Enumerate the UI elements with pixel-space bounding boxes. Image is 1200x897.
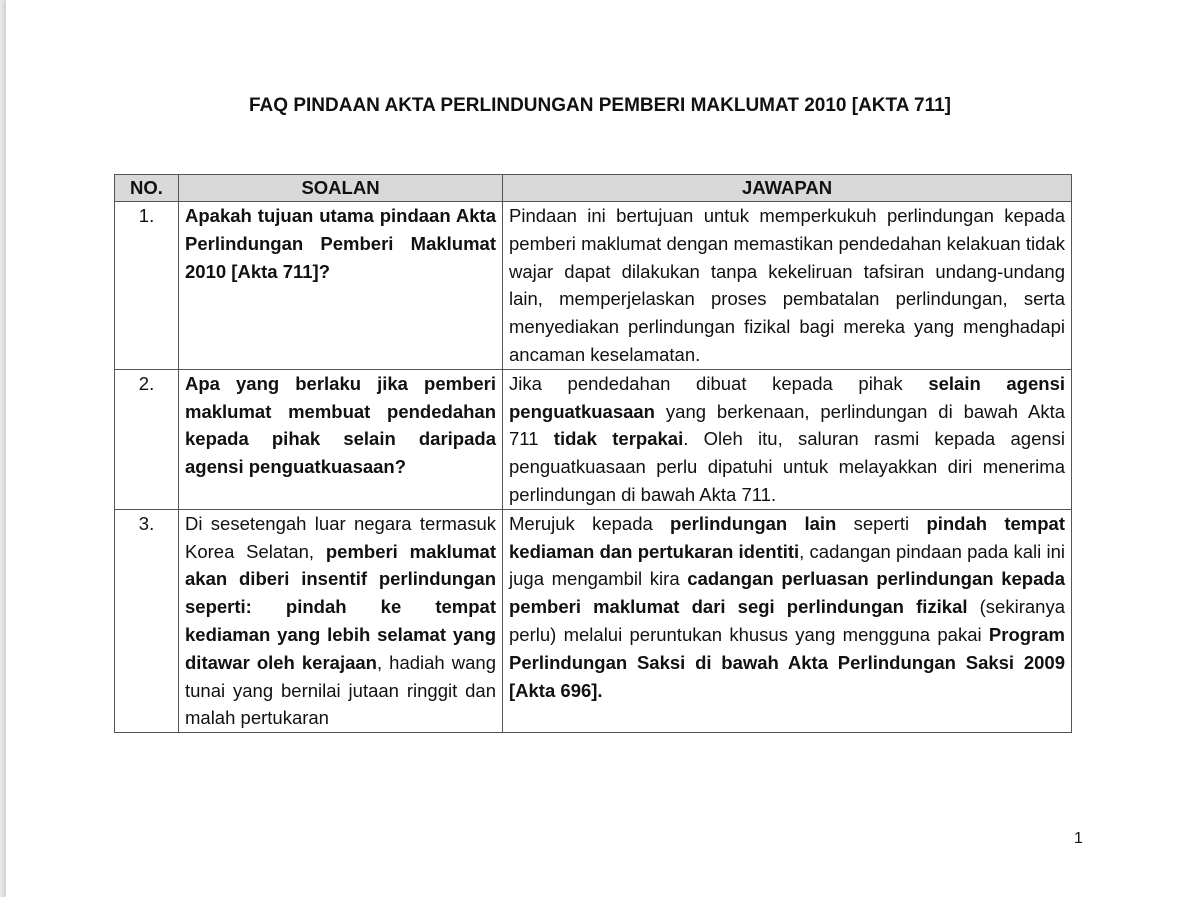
question-text-bold: pemberi maklumat akan diberi insentif perlindungan seperti: pindah ke tempat kediaman yang lebih selamat yang ditawar oleh kerajaan (185, 540, 496, 673)
answer-text: Merujuk kepada (509, 512, 671, 534)
row-number: 2. (115, 369, 179, 509)
answer-text: (sekiranya perlu) melalui peruntukan khusus yang mengguna pakai (509, 596, 1065, 645)
document-title: FAQ PINDAAN AKTA PERLINDUNGAN PEMBERI MAKLUMAT 2010 [AKTA 711] (249, 95, 951, 116)
answer-text: Pindaan ini bertujuan untuk memperkukuh perlindungan kepada pemberi maklumat dengan memastikan pendedahan kelakuan tidak wajar dapat dilakukan tanpa kekeliruan tafsiran undang-undang lain, memperjelaskan proses pembatalan perlindungan, serta menyediakan perlindungan fizikal bagi mereka yang menghadapi ancaman keselamatan. (509, 205, 1065, 365)
answer-text-bold: selain agensi penguatkuasaan (509, 372, 1066, 422)
answer-text-bold: tidak terpakai (553, 428, 684, 450)
table-row (115, 369, 1072, 509)
question-text: , hadiah wang tunai yang bernilai jutaan ringgit dan malah pertukaran (185, 651, 496, 729)
answer-text: Jika pendedahan dibuat kepada pihak (509, 372, 929, 394)
answer-text: , cadangan pindaan pada kali ini juga mengambil kira (509, 540, 1065, 590)
answer-cell (503, 509, 1072, 732)
answer-text-bold: perlindungan lain (670, 512, 837, 534)
answer-text-bold: cadangan perluasan perlindungan kepada pemberi maklumat dari segi perlindungan fizikal (509, 568, 1065, 618)
header-question: SOALAN (179, 175, 503, 202)
answer-text: yang berkenaan, perlindungan di bawah Akta 711 (509, 400, 1065, 450)
question-cell (179, 202, 503, 370)
question-text: Apakah tujuan utama pindaan Akta Perlindungan Pemberi Maklumat 2010 [Akta 711]? (185, 205, 496, 282)
answer-text: . Oleh itu, saluran rasmi kepada agensi penguatkuasaan perlu dipatuhi untuk melayakkan diri menerima perlindungan di bawah Akta 711. (509, 428, 1066, 505)
answer-text-bold: Program Perlindungan Saksi di bawah Akta Perlindungan Saksi 2009 [Akta 696]. (509, 623, 1065, 701)
answer-cell (503, 369, 1072, 509)
answer-text: seperti (836, 512, 927, 534)
table-row (115, 509, 1072, 732)
answer-cell (503, 202, 1072, 370)
table-header-row (115, 175, 1072, 202)
table-row (115, 202, 1072, 370)
question-cell (179, 509, 503, 732)
question-cell (179, 369, 503, 509)
header-no: NO. (115, 175, 179, 202)
page-number: 1 (1074, 830, 1083, 847)
answer-text-bold: pindah tempat kediaman dan pertukaran identiti (509, 512, 1065, 562)
row-number: 1. (115, 202, 179, 370)
header-answer: JAWAPAN (503, 175, 1072, 202)
question-text: Di sesetengah luar negara termasuk Korea Selatan, (185, 512, 496, 562)
row-number: 3. (115, 509, 179, 732)
question-text: Apa yang berlaku jika pemberi maklumat membuat pendedahan kepada pihak selain daripada agensi penguatkuasaan? (185, 372, 496, 478)
faq-table (114, 174, 1072, 733)
